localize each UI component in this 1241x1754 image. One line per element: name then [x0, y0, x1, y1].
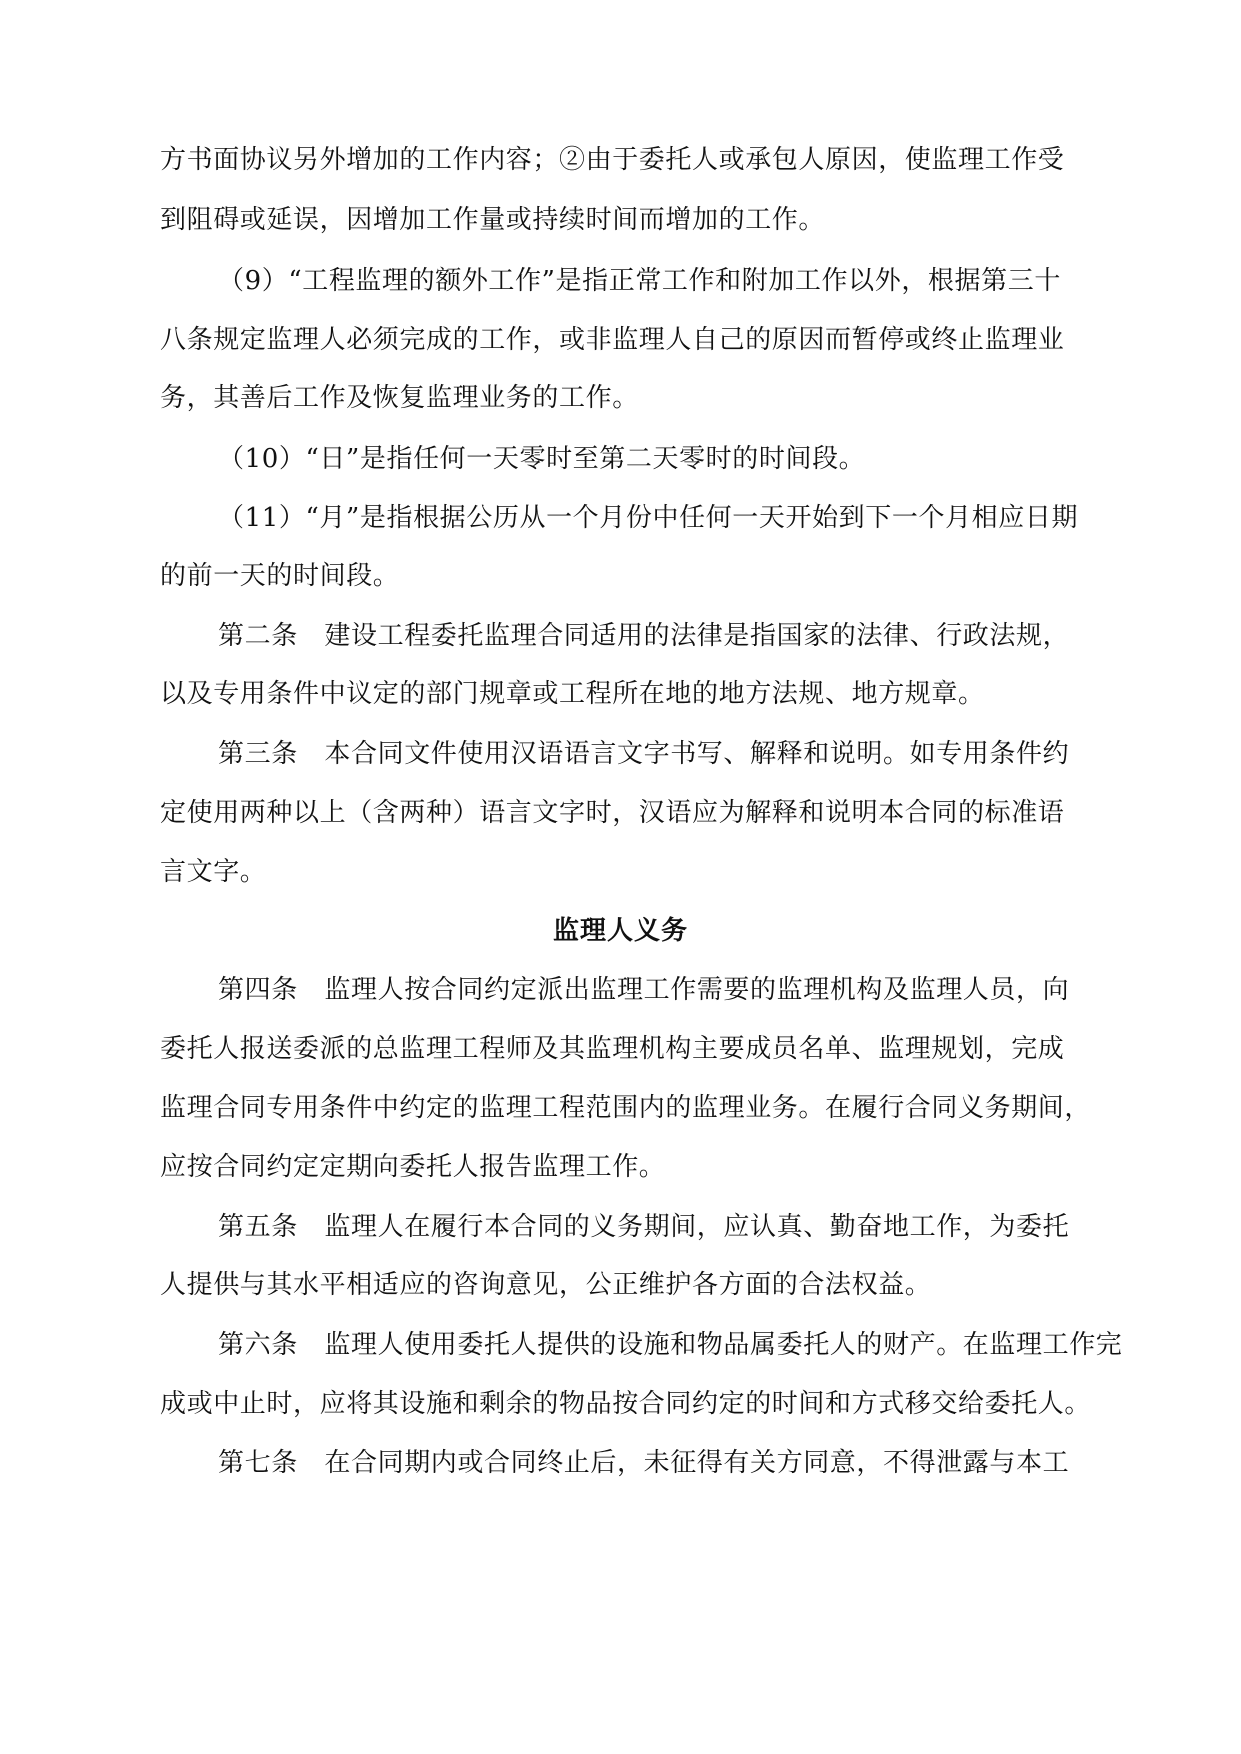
article-4-line: 第四条 监理人按合同约定派出监理工作需要的监理机构及监理人员，向: [218, 975, 1070, 1005]
text-line: 委托人报送委派的总监理工程师及其监理机构主要成员名单、监理规划，完成: [160, 1034, 1065, 1064]
text-line: 应按合同约定定期向委托人报告监理工作。: [160, 1152, 666, 1182]
text-line: 以及专用条件中议定的部门规章或工程所在地的地方法规、地方规章。: [160, 679, 985, 709]
text-line: 的前一天的时间段。: [160, 561, 400, 591]
text-line: 务，其善后工作及恢复监理业务的工作。: [160, 383, 639, 413]
text-line: （10）“日”是指任何一天零时至第二天零时的时间段。: [218, 444, 866, 474]
article-2-line: 第二条 建设工程委托监理合同适用的法律是指国家的法律、行政法规，: [218, 621, 1070, 651]
article-5-line: 第五条 监理人在履行本合同的义务期间，应认真、勤奋地工作，为委托: [218, 1212, 1070, 1242]
article-3-line: 第三条 本合同文件使用汉语语言文字书写、解释和说明。如专用条件约: [218, 739, 1070, 769]
text-line: 八条规定监理人必须完成的工作，或非监理人自己的原因而暂停或终止监理业: [160, 325, 1065, 355]
text-line: （11）“月”是指根据公历从一个月份中任何一天开始到下一个月相应日期: [218, 503, 1079, 533]
section-heading: 监理人义务: [552, 916, 688, 946]
text-line: 言文字。: [160, 857, 267, 887]
text-line: （9）“工程监理的额外工作”是指正常工作和附加工作以外，根据第三十: [218, 266, 1061, 296]
text-line: 定使用两种以上（含两种）语言文字时，汉语应为解释和说明本合同的标准语: [160, 798, 1065, 828]
text-line: 监理合同专用条件中约定的监理工程范围内的监理业务。在履行合同义务期间，: [160, 1093, 1092, 1123]
article-7-line: 第七条 在合同期内或合同终止后，未征得有关方同意，不得泄露与本工: [218, 1448, 1070, 1478]
text-line: 成或中止时，应将其设施和剩余的物品按合同约定的时间和方式移交给委托人。: [160, 1389, 1092, 1419]
text-line: 到阻碍或延误，因增加工作量或持续时间而增加的工作。: [160, 205, 826, 235]
article-6-line: 第六条 监理人使用委托人提供的设施和物品属委托人的财产。在监理工作完: [218, 1330, 1123, 1360]
text-line: 人提供与其水平相适应的咨询意见，公正维护各方面的合法权益。: [160, 1270, 932, 1300]
text-line: 方书面协议另外增加的工作内容；②由于委托人或承包人原因，使监理工作受: [160, 145, 1065, 175]
